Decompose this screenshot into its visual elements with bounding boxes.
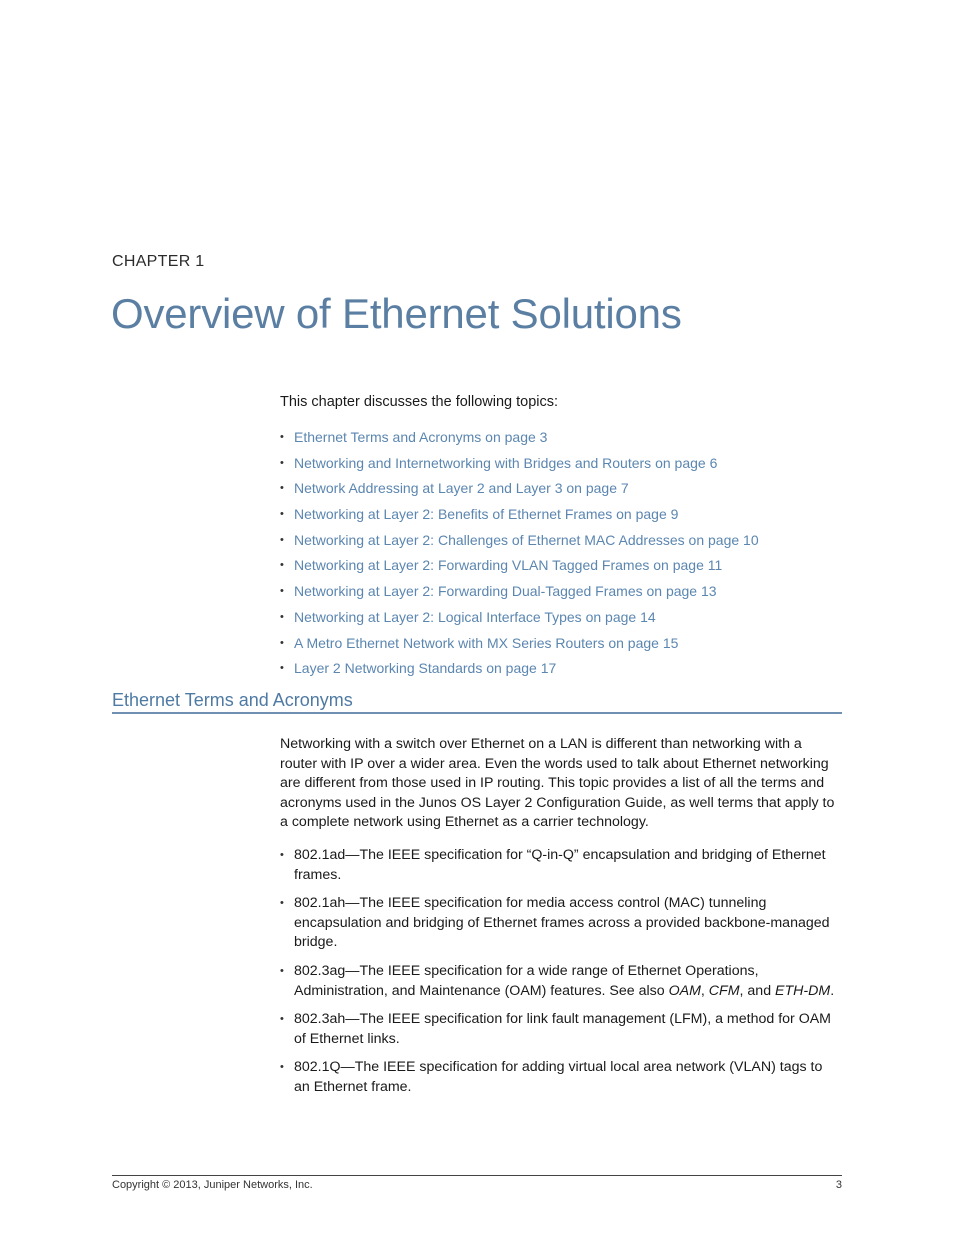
- footer-divider: [112, 1175, 842, 1176]
- list-item: [280, 656, 842, 682]
- separator: , and: [739, 982, 776, 999]
- list-item: [280, 476, 842, 502]
- definition-item: [280, 962, 842, 1001]
- topic-link[interactable]: Ethernet Terms and Acronyms on page 3: [294, 429, 548, 445]
- definition-item: • 802.3ah—The IEEE specification for link fault management (LFM), a method for OAM of Ethernet links.: [280, 1010, 842, 1049]
- topic-link[interactable]: Networking at Layer 2: Forwarding VLAN Tagged Frames on page 11: [294, 557, 723, 574]
- list-item: [280, 502, 842, 528]
- topic-link[interactable]: Network Addressing at Layer 2 and Layer 3 on page 7: [294, 480, 629, 497]
- topic-link[interactable]: Networking at Layer 2: Logical Interface Types on page 14: [294, 608, 656, 625]
- definition-item: • 802.1ad—The IEEE specification for “Q-in-Q” encapsulation and bridging of Ethernet frames.: [280, 846, 842, 885]
- page-number: 3: [835, 1179, 842, 1191]
- cross-reference: OAM: [668, 982, 701, 999]
- definition-item: • 802.1ah—The IEEE specification for media access control (MAC) tunneling encapsulation and bridging of Ethernet frames across a provided backbone-managed bridge.: [280, 894, 842, 953]
- definition-text: 802.3ag—The IEEE specification for a wide range of Ethernet Operations, Administration, and Maintenance (OAM) features. See also: [294, 962, 759, 999]
- intro-text: This chapter discusses the following topics:: [280, 394, 559, 410]
- definition-list: [280, 846, 842, 1107]
- topic-link[interactable]: Networking at Layer 2: Challenges of Ethernet MAC Addresses on page 10: [294, 531, 759, 548]
- topic-link[interactable]: Networking at Layer 2: Forwarding Dual-Tagged Frames on page 13: [294, 583, 717, 600]
- list-item: [280, 425, 842, 451]
- list-item: [280, 553, 842, 579]
- list-item: [280, 605, 842, 631]
- list-item: [280, 631, 842, 657]
- list-item: [280, 451, 842, 477]
- chapter-label: CHAPTER 1: [112, 253, 205, 270]
- separator: ,: [700, 982, 709, 999]
- footer-copyright: Copyright © 2013, Juniper Networks, Inc.: [112, 1179, 313, 1191]
- section-heading-rule: [112, 690, 842, 714]
- topic-link[interactable]: Layer 2 Networking Standards on page 17: [294, 660, 557, 677]
- separator: .: [830, 982, 835, 999]
- topic-link[interactable]: Networking at Layer 2: Benefits of Ethernet Frames on page 9: [294, 506, 679, 523]
- topic-link[interactable]: A Metro Ethernet Network with MX Series Routers on page 15: [294, 634, 679, 651]
- cross-reference: CFM: [708, 982, 740, 999]
- cross-reference: ETH-DM: [775, 982, 831, 999]
- chapter-title: Overview of Ethernet Solutions: [111, 290, 682, 337]
- section-heading: Ethernet Terms and Acronyms: [112, 690, 353, 710]
- topic-list: [280, 425, 842, 682]
- list-item: [280, 528, 842, 554]
- list-item: [280, 579, 842, 605]
- topic-link[interactable]: Networking and Internetworking with Bridges and Routers on page 6: [294, 454, 718, 471]
- section-paragraph: Networking with a switch over Ethernet on a LAN is different than networking with a router with IP over a wider area. Even the words used to talk about Ethernet networking are different from those used in IP routing. This topic provides a list of all the terms and acronyms used in the Junos OS Layer 2 Configuration Guide, as well terms that apply to a complete network using Ethernet as a carrier technology.: [280, 736, 835, 831]
- definition-item: • 802.1Q—The IEEE specification for adding virtual local area network (VLAN) tags to an Ethernet frame.: [280, 1058, 842, 1097]
